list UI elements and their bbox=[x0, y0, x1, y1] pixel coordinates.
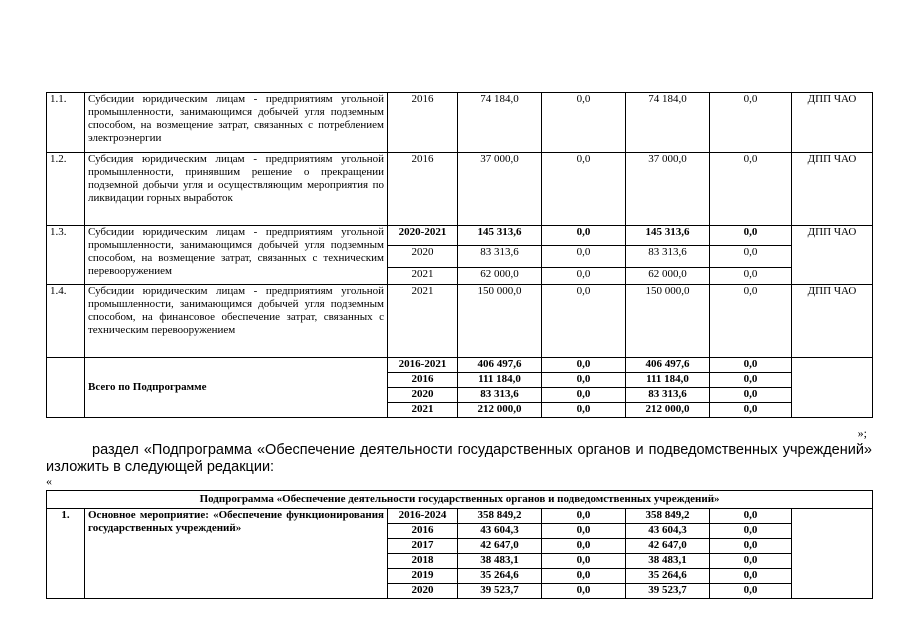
row-total: 74 184,0 bbox=[458, 93, 542, 153]
row-col2: 0,0 bbox=[542, 285, 626, 358]
row-year: 2021 bbox=[388, 285, 458, 358]
row-year: 2020 bbox=[388, 246, 458, 268]
totals-executor bbox=[792, 358, 873, 418]
totals-col3: 406 497,6 bbox=[626, 358, 710, 373]
table-title-row bbox=[47, 491, 873, 509]
row-col2: 0,0 bbox=[542, 226, 626, 246]
row-col2: 0,0 bbox=[542, 509, 626, 524]
row-col3: 145 313,6 bbox=[626, 226, 710, 246]
row-total: 43 604,3 bbox=[458, 524, 542, 539]
totals-col4: 0,0 bbox=[710, 358, 792, 373]
totals-total: 83 313,6 bbox=[458, 388, 542, 403]
row-executor: ДПП ЧАО bbox=[792, 226, 873, 285]
totals-year: 2016-2021 bbox=[388, 358, 458, 373]
row-col3: 38 483,1 bbox=[626, 554, 710, 569]
row-col2: 0,0 bbox=[542, 554, 626, 569]
row-year: 2019 bbox=[388, 569, 458, 584]
row-col3: 42 647,0 bbox=[626, 539, 710, 554]
opening-quote: « bbox=[46, 474, 52, 488]
row-col3: 74 184,0 bbox=[626, 93, 710, 153]
row-description: Субсидия юридическим лицам - предприятиям угольной промышленности, принявшим решение о прекращении подземной добычи угля и осуществляющим мероприятия по ликвидации горных выработок bbox=[85, 153, 388, 226]
table-title: Подпрограмма «Обеспечение деятельности государственных органов и подведомственных учреждений» bbox=[47, 491, 873, 509]
totals-col3: 83 313,6 bbox=[626, 388, 710, 403]
row-col4: 0,0 bbox=[710, 246, 792, 268]
row-executor: ДПП ЧАО bbox=[792, 153, 873, 226]
row-total: 150 000,0 bbox=[458, 285, 542, 358]
closing-quote: »; bbox=[857, 426, 867, 440]
row-total: 42 647,0 bbox=[458, 539, 542, 554]
table-row bbox=[47, 509, 873, 524]
row-executor: ДПП ЧАО bbox=[792, 285, 873, 358]
row-number: 1.2. bbox=[47, 153, 85, 226]
row-col3: 62 000,0 bbox=[626, 268, 710, 285]
totals-total: 406 497,6 bbox=[458, 358, 542, 373]
totals-label: Всего по Подпрограмме bbox=[85, 358, 388, 418]
row-col4: 0,0 bbox=[710, 93, 792, 153]
totals-total: 212 000,0 bbox=[458, 403, 542, 418]
row-col2: 0,0 bbox=[542, 524, 626, 539]
table-row bbox=[47, 153, 873, 226]
row-col4: 0,0 bbox=[710, 539, 792, 554]
row-col4: 0,0 bbox=[710, 569, 792, 584]
row-total: 145 313,6 bbox=[458, 226, 542, 246]
row-col3: 35 264,6 bbox=[626, 569, 710, 584]
row-year: 2018 bbox=[388, 554, 458, 569]
row-col3: 358 849,2 bbox=[626, 509, 710, 524]
amendment-paragraph: раздел «Подпрограмма «Обеспечение деятельности государственных органов и подведомственных учреждений» изложить в следующей редакции: bbox=[46, 442, 872, 475]
row-year: 2016-2024 bbox=[388, 509, 458, 524]
row-total: 358 849,2 bbox=[458, 509, 542, 524]
totals-col2: 0,0 bbox=[542, 373, 626, 388]
totals-col3: 212 000,0 bbox=[626, 403, 710, 418]
totals-year: 2021 bbox=[388, 403, 458, 418]
row-number: 1.4. bbox=[47, 285, 85, 358]
row-col3: 43 604,3 bbox=[626, 524, 710, 539]
row-total: 83 313,6 bbox=[458, 246, 542, 268]
totals-number bbox=[47, 358, 85, 418]
totals-col4: 0,0 bbox=[710, 388, 792, 403]
table-row bbox=[47, 226, 873, 246]
totals-col3: 111 184,0 bbox=[626, 373, 710, 388]
row-col4: 0,0 bbox=[710, 153, 792, 226]
row-executor: ДПП ЧАО bbox=[792, 93, 873, 153]
row-total: 39 523,7 bbox=[458, 584, 542, 599]
row-col4: 0,0 bbox=[710, 268, 792, 285]
row-total: 37 000,0 bbox=[458, 153, 542, 226]
table-row bbox=[47, 93, 873, 153]
row-col2: 0,0 bbox=[542, 246, 626, 268]
row-description: Субсидии юридическим лицам - предприятиям угольной промышленности, занимающимся добычей угля подземным способом, на возмещение затрат, связанных с потреблением электроэнергии bbox=[85, 93, 388, 153]
row-col4: 0,0 bbox=[710, 524, 792, 539]
row-number: 1.3. bbox=[47, 226, 85, 285]
row-number: 1. bbox=[47, 509, 85, 599]
row-year: 2016 bbox=[388, 524, 458, 539]
row-executor bbox=[792, 509, 873, 599]
subprogram-table bbox=[46, 92, 873, 418]
row-col4: 0,0 bbox=[710, 509, 792, 524]
row-col4: 0,0 bbox=[710, 285, 792, 358]
row-total: 62 000,0 bbox=[458, 268, 542, 285]
row-col3: 39 523,7 bbox=[626, 584, 710, 599]
row-col3: 150 000,0 bbox=[626, 285, 710, 358]
row-year: 2017 bbox=[388, 539, 458, 554]
row-col2: 0,0 bbox=[542, 93, 626, 153]
totals-col4: 0,0 bbox=[710, 403, 792, 418]
row-year: 2020-2021 bbox=[388, 226, 458, 246]
totals-year: 2020 bbox=[388, 388, 458, 403]
row-description: Субсидии юридическим лицам - предприятиям угольной промышленности, занимающимся добычей угля подземным способом, на финансовое обеспечение затрат, связанных с техническим перевооружением bbox=[85, 285, 388, 358]
row-col2: 0,0 bbox=[542, 539, 626, 554]
row-year: 2016 bbox=[388, 153, 458, 226]
row-col4: 0,0 bbox=[710, 226, 792, 246]
totals-year: 2016 bbox=[388, 373, 458, 388]
row-description: Субсидии юридическим лицам - предприятиям угольной промышленности, занимающимся добычей угля подземным способом, на возмещение затрат, связанных с техническим перевооружением bbox=[85, 226, 388, 285]
support-subprogram-table bbox=[46, 490, 873, 599]
totals-row bbox=[47, 358, 873, 373]
row-col2: 0,0 bbox=[542, 584, 626, 599]
row-number: 1.1. bbox=[47, 93, 85, 153]
row-col2: 0,0 bbox=[542, 153, 626, 226]
totals-total: 111 184,0 bbox=[458, 373, 542, 388]
row-total: 35 264,6 bbox=[458, 569, 542, 584]
row-col2: 0,0 bbox=[542, 268, 626, 285]
row-year: 2016 bbox=[388, 93, 458, 153]
row-col3: 83 313,6 bbox=[626, 246, 710, 268]
row-col4: 0,0 bbox=[710, 584, 792, 599]
row-description: Основное мероприятие: «Обеспечение функционирования государственных учреждений» bbox=[85, 509, 388, 599]
row-col2: 0,0 bbox=[542, 569, 626, 584]
row-year: 2020 bbox=[388, 584, 458, 599]
row-col3: 37 000,0 bbox=[626, 153, 710, 226]
row-col4: 0,0 bbox=[710, 554, 792, 569]
row-year: 2021 bbox=[388, 268, 458, 285]
totals-col2: 0,0 bbox=[542, 358, 626, 373]
row-total: 38 483,1 bbox=[458, 554, 542, 569]
totals-col2: 0,0 bbox=[542, 388, 626, 403]
totals-col2: 0,0 bbox=[542, 403, 626, 418]
table-row bbox=[47, 285, 873, 358]
totals-col4: 0,0 bbox=[710, 373, 792, 388]
